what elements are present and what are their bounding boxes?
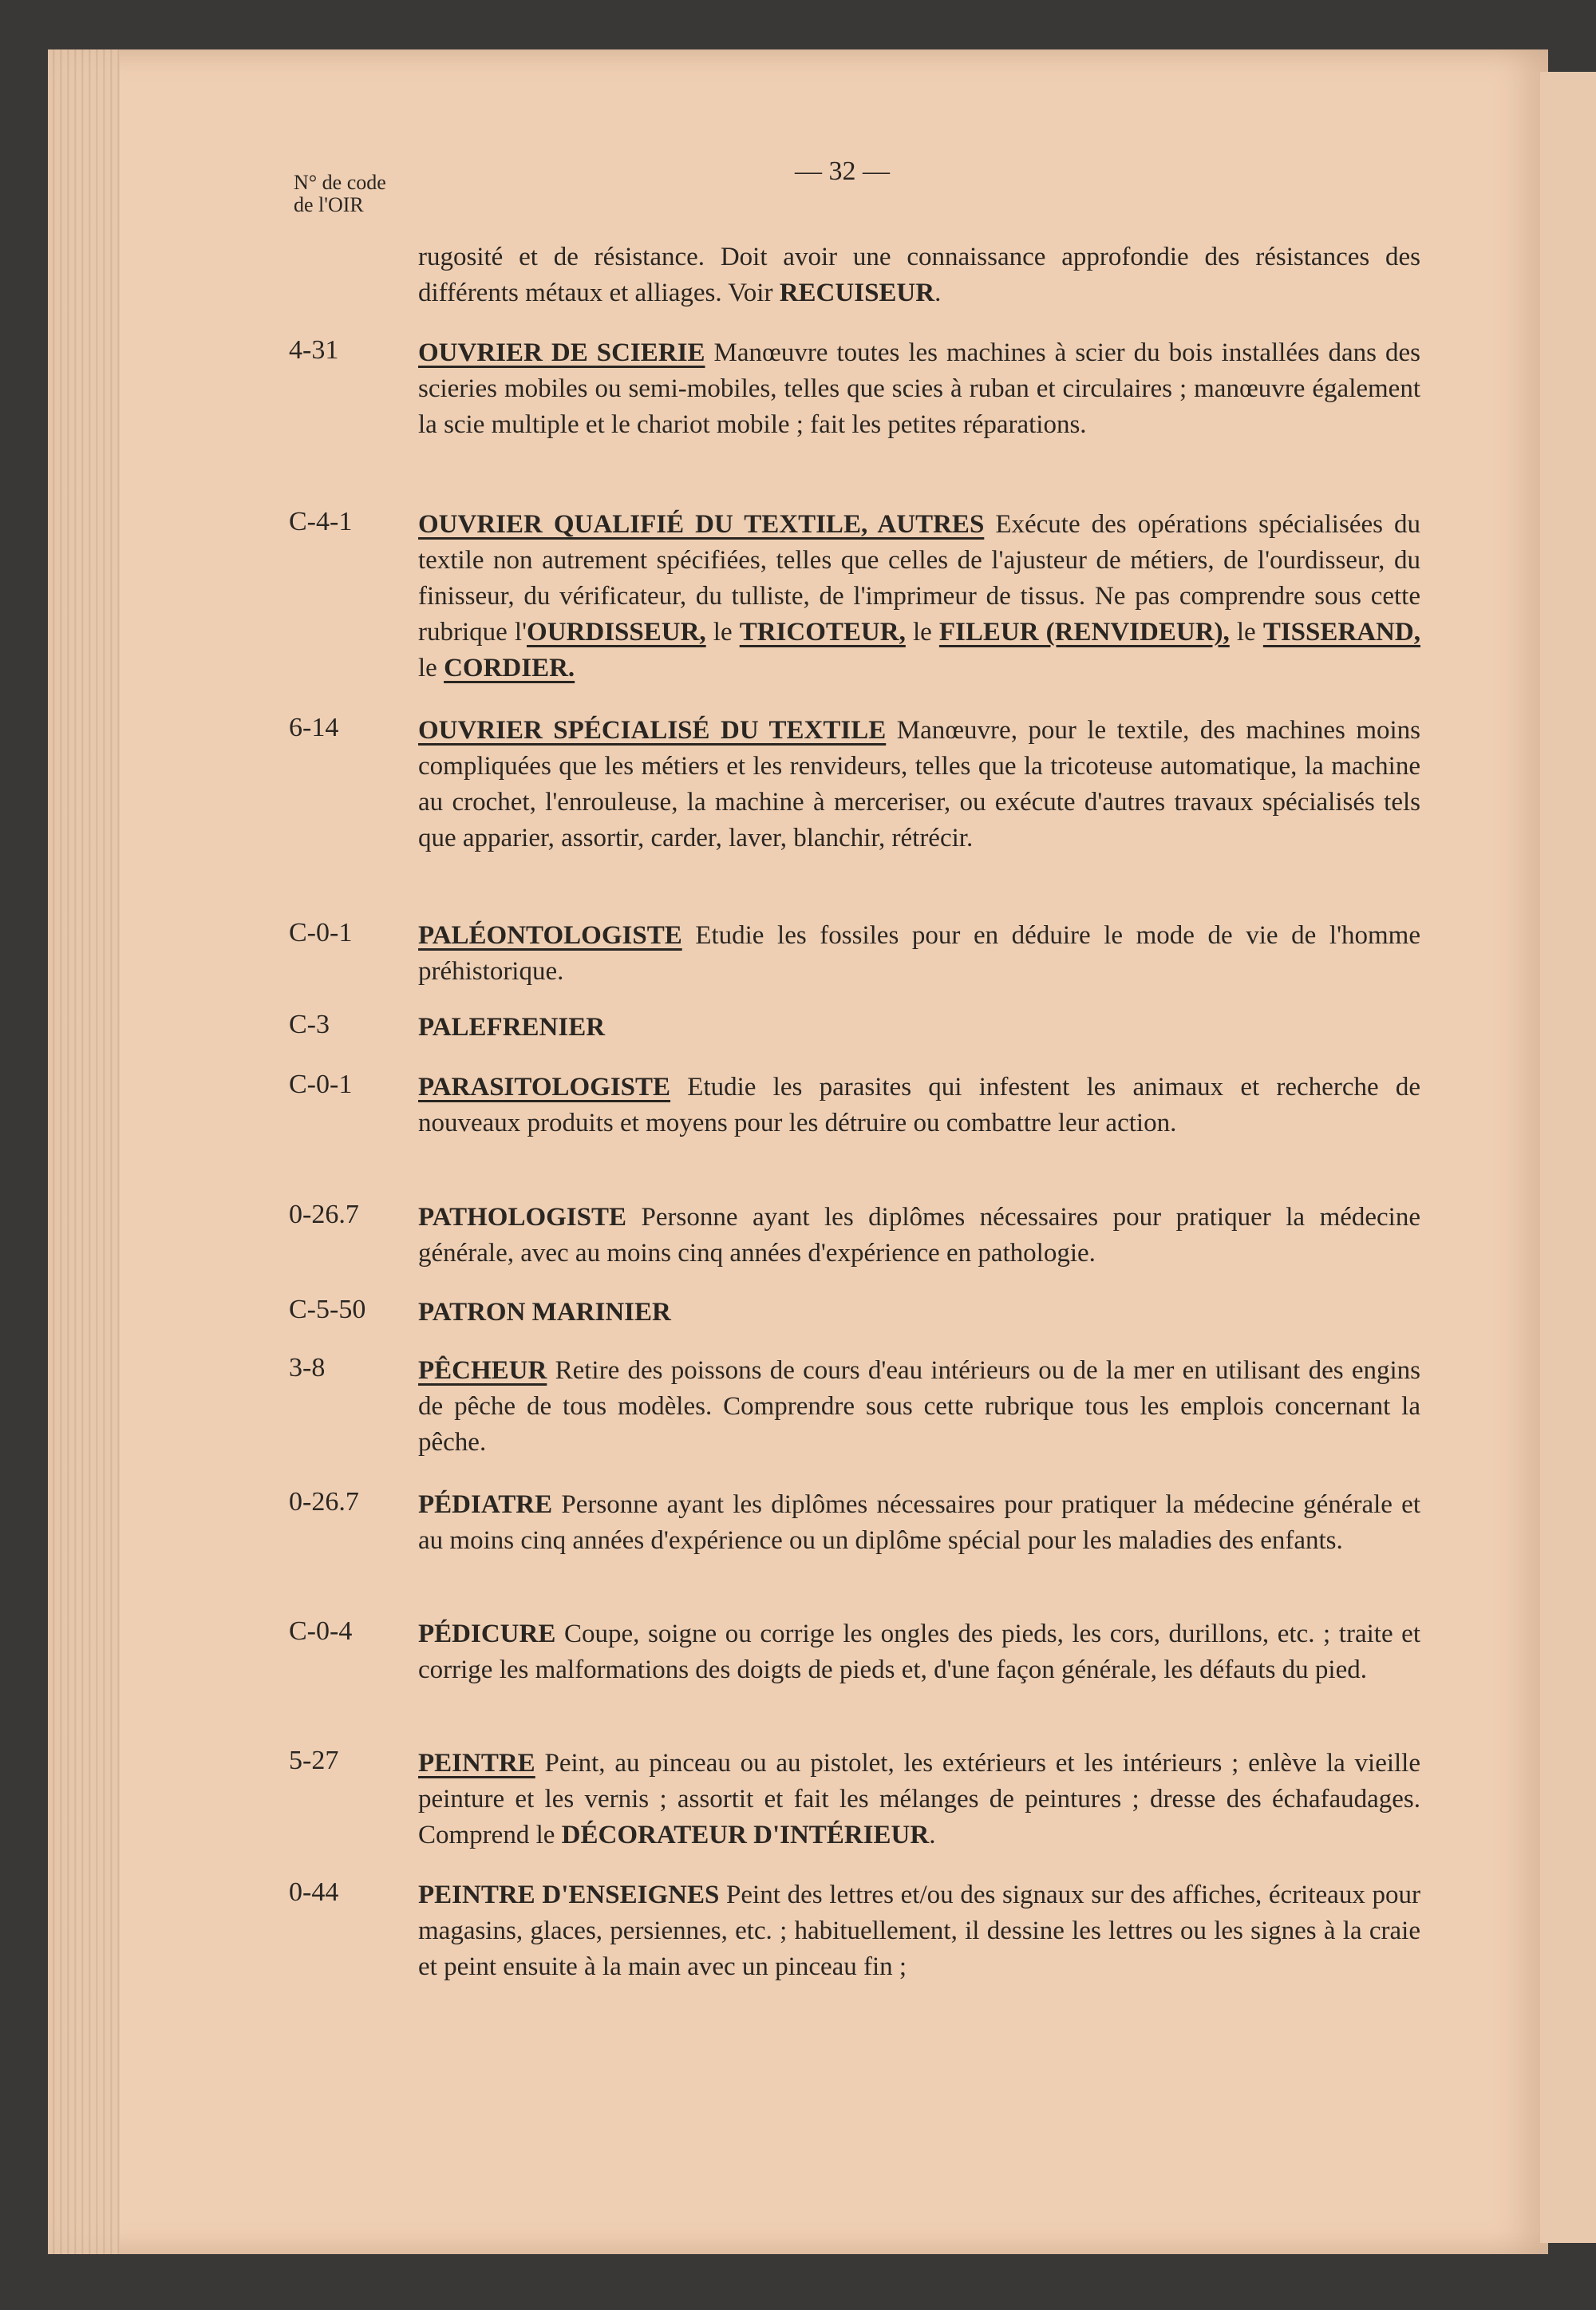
entry-text: OUVRIER SPÉCIALISÉ DU TEXTILE Manœuvre, pour le textile, des machines moins compliquées que les métiers et les renvideurs, telles que la tricoteuse automatique, la machine au crochet, l'enrouleuse, la machine à merceriser, ou exécute d'autres travaux spécialisés tels que apparier, assortir, carder, laver, blanchir, rétrécir. [418, 716, 1420, 852]
oir-code: C-3 [289, 1010, 330, 1039]
oir-code: 0-26.7 [289, 1487, 359, 1517]
oir-code: 0-26.7 [289, 1200, 359, 1229]
occupation-title: PEINTRE D'ENSEIGNES [418, 1881, 720, 1909]
occupation-title: PÉDIATRE [418, 1490, 553, 1519]
cross-reference: DÉCORATEUR D'INTÉRIEUR [561, 1821, 930, 1849]
code-header-line1: N° de code [294, 171, 386, 194]
cross-reference: CORDIER. [444, 654, 575, 682]
entry-text: OUVRIER QUALIFIÉ DU TEXTILE, AUTRES Exécute des opérations spécialisées du textile non autrement spécifiées, telles que celles de l'ajusteur de métiers, de l'ourdisseur, du finisseur, du vérificateur, du tulliste, de l'imprimeur de tissus. Ne pas comprendre sous cette rubrique l'OURDISSEUR, le TRICOTEUR, le FILEUR (RENVIDEUR), le TISSERAND, le CORDIER. [418, 510, 1420, 682]
entry-text: PÊCHEUR Retire des poissons de cours d'eau intérieurs ou de la mer en utilisant des engins de pêche de tous modèles. Comprendre sous cette rubrique tous les emplois concernant la pêche. [418, 1356, 1420, 1457]
oir-code: 6-14 [289, 713, 339, 742]
oir-code: C-0-1 [289, 1070, 353, 1099]
oir-code: 5-27 [289, 1746, 339, 1775]
entry-text: rugosité et de résistance. Doit avoir une connaissance approfondie des résistances des différents métaux et alliages. Voir RECUISEUR. [418, 243, 1420, 307]
entry-text: PARASITOLOGISTE Etudie les parasites qui infestent les animaux et recherche de nouveaux produits et moyens pour les détruire ou combattre leur action. [418, 1073, 1421, 1137]
occupation-title: OUVRIER DE SCIERIE [418, 338, 705, 367]
entry-text: PALÉONTOLOGISTE Etudie les fossiles pour en déduire le mode de vie de l'homme préhistorique. [418, 921, 1420, 986]
oir-code: C-4-1 [289, 507, 353, 536]
code-column-header [294, 172, 386, 216]
entry-text: PÉDIATRE Personne ayant les diplômes nécessaires pour pratiquer la médecine générale et au moins cinq années d'expérience ou un diplôme spécial pour les maladies des enfants. [418, 1490, 1420, 1555]
cross-reference: FILEUR (RENVIDEUR), [938, 618, 1230, 647]
oir-code: C-0-4 [289, 1616, 353, 1646]
cross-reference: RECUISEUR [779, 279, 935, 307]
entry-text: PÉDICURE Coupe, soigne ou corrige les ongles des pieds, les cors, durillons, etc. ; traite et corrige les malformations des doigts de pieds et, d'une façon générale, les défauts du pied. [418, 1620, 1421, 1684]
page-number: — 32 — [795, 156, 890, 186]
occupation-title: PÉDICURE [418, 1620, 556, 1648]
occupation-title: PÊCHEUR [418, 1356, 547, 1385]
code-header-line2: de l'OIR [294, 193, 364, 216]
entry-text: OUVRIER DE SCIERIE Manœuvre toutes les machines à scier du bois installées dans des scieries mobiles ou semi-mobiles, telles que scies à ruban et circulaires ; manœuvre également la scie multiple et le chariot mobile ; fait les petites réparations. [418, 338, 1421, 439]
page-edges [48, 49, 120, 2254]
entry-text: PEINTRE D'ENSEIGNES Peint des lettres et/ou des signaux sur des affiches, écriteaux pour magasins, glaces, persiennes, etc. ; habituellement, il dessine les lettres ou les signes à la craie et peint ensuite à la main avec un pinceau fin ; [418, 1881, 1421, 1981]
oir-code: 3-8 [289, 1353, 326, 1382]
cross-reference: OURDISSEUR, [527, 618, 706, 647]
oir-code: 4-31 [289, 335, 339, 365]
cross-reference: TISSERAND, [1262, 618, 1420, 647]
occupation-title: PEINTRE [418, 1749, 535, 1778]
oir-code: C-5-50 [289, 1295, 366, 1324]
entry-text [418, 1295, 1420, 1331]
occupation-title: OUVRIER SPÉCIALISÉ DU TEXTILE [418, 716, 887, 745]
entry-text: PEINTRE Peint, au pinceau ou au pistolet, les extérieurs et les intérieurs ; enlève la vieille peinture et les vernis ; assortit et fait les mélanges de peintures ; dresse des échafaudages. Comprend le DÉCORATEUR D'INTÉRIEUR. [418, 1749, 1420, 1849]
oir-code: C-0-1 [289, 918, 353, 947]
occupation-title: PATHOLOGISTE [418, 1203, 627, 1232]
occupation-title: OUVRIER QUALIFIÉ DU TEXTILE, AUTRES [418, 510, 985, 539]
occupation-title: PALEFRENIER [418, 1013, 606, 1042]
facing-page-edge [1540, 72, 1596, 2243]
occupation-title: PALÉONTOLOGISTE [418, 921, 682, 950]
occupation-title: PARASITOLOGISTE [418, 1073, 671, 1102]
oir-code: 0-44 [289, 1877, 339, 1907]
occupation-title: PATRON MARINIER [418, 1298, 671, 1327]
entry-text [418, 1010, 1420, 1046]
entry-text: PATHOLOGISTE Personne ayant les diplômes nécessaires pour pratiquer la médecine générale, avec au moins cinq années d'expérience en pathologie. [418, 1203, 1420, 1268]
cross-reference: TRICOTEUR, [739, 618, 906, 647]
